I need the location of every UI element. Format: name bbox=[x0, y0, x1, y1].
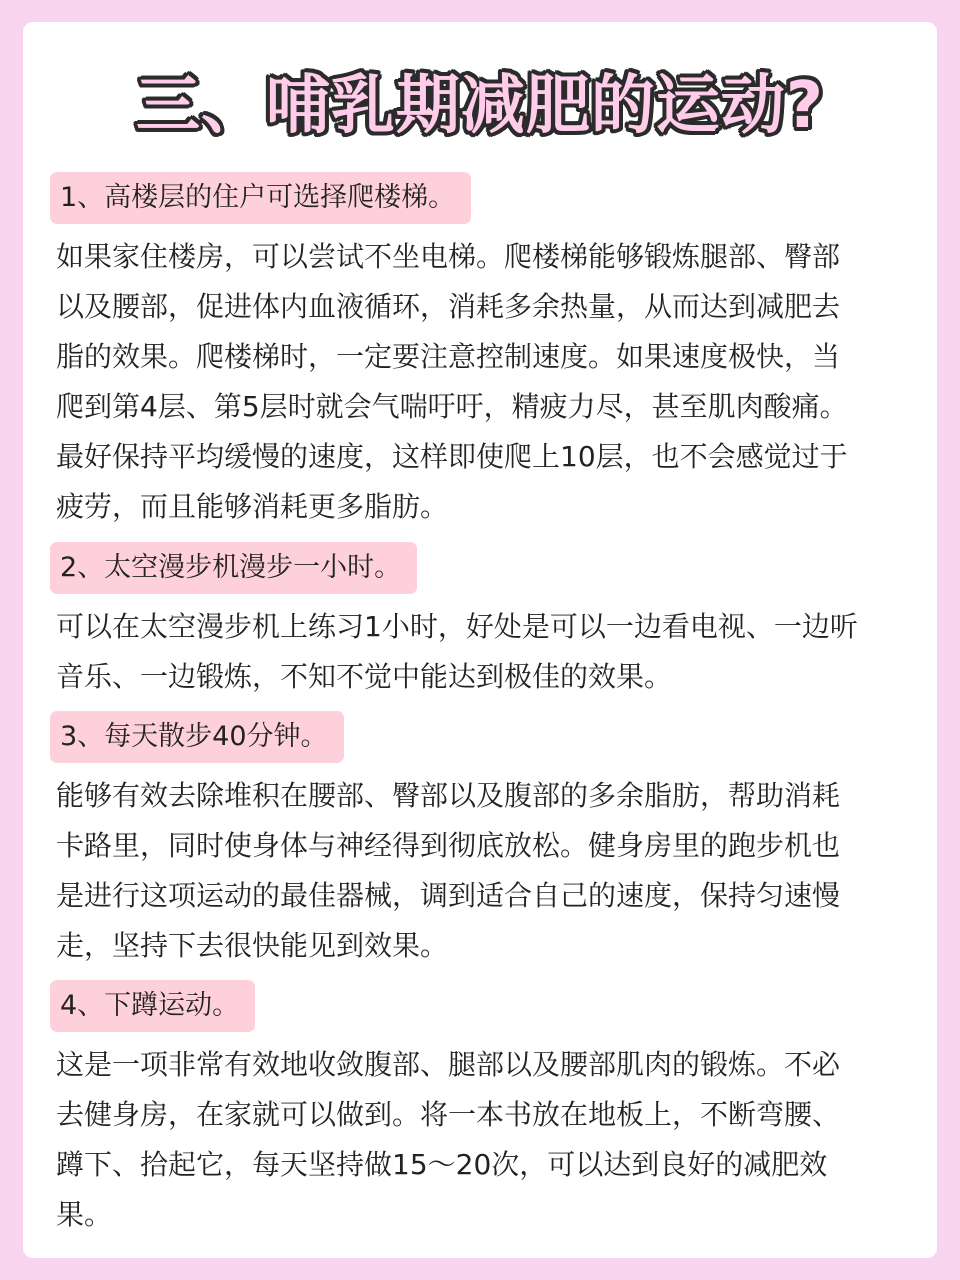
section-1-line: 以及腰部，促进体内血液循环，消耗多余热量，从而达到减肥去 bbox=[56, 290, 841, 323]
section-4-heading: 4、下蹲运动。 bbox=[50, 980, 255, 1032]
section-4-line: 这是一项非常有效地收敛腹部、腿部以及腰部肌肉的锻炼。不必 bbox=[56, 1048, 841, 1081]
section-3-heading: 3、每天散步40分钟。 bbox=[50, 711, 344, 763]
section-3-line: 是进行这项运动的最佳器械，调到适合自己的速度，保持匀速慢 bbox=[56, 879, 841, 912]
content-card bbox=[23, 22, 937, 1258]
section-1-line: 如果家住楼房，可以尝试不坐电梯。爬楼梯能够锻炼腿部、臀部 bbox=[56, 240, 841, 273]
section-3-line: 能够有效去除堆积在腰部、臀部以及腹部的多余脂肪，帮助消耗 bbox=[56, 779, 841, 812]
section-3-line: 走，坚持下去很快能见到效果。 bbox=[56, 929, 449, 962]
section-2-heading: 2、太空漫步机漫步一小时。 bbox=[50, 542, 417, 594]
section-3-body bbox=[56, 771, 840, 971]
section-1-line: 脂的效果。爬楼梯时，一定要注意控制速度。如果速度极快，当 bbox=[56, 340, 841, 373]
section-2-line: 音乐、一边锻炼，不知不觉中能达到极佳的效果。 bbox=[56, 660, 673, 693]
section-3-line: 卡路里，同时使身体与神经得到彻底放松。健身房里的跑步机也 bbox=[56, 829, 841, 862]
section-4-body bbox=[56, 1040, 840, 1240]
section-1-line: 爬到第4层、第5层时就会气喘吁吁，精疲力尽，甚至肌肉酸痛。 bbox=[56, 390, 848, 423]
section-1-body bbox=[56, 232, 848, 532]
section-2-body bbox=[56, 602, 858, 702]
section-4-line: 果。 bbox=[56, 1198, 113, 1231]
section-4-line: 蹲下、拾起它，每天坚持做15～20次，可以达到良好的减肥效 bbox=[56, 1148, 828, 1181]
section-4-line: 去健身房，在家就可以做到。将一本书放在地板上，不断弯腰、 bbox=[56, 1098, 841, 1131]
section-2-line: 可以在太空漫步机上练习1小时，好处是可以一边看电视、一边听 bbox=[56, 610, 858, 643]
section-1-line: 最好保持平均缓慢的速度，这样即使爬上10层，也不会感觉过于 bbox=[56, 440, 848, 473]
section-1-line: 疲劳，而且能够消耗更多脂肪。 bbox=[56, 490, 449, 523]
page-title: 三、哺乳期减肥的运动? bbox=[135, 69, 825, 143]
section-1-heading: 1、高楼层的住户可选择爬楼梯。 bbox=[50, 172, 471, 224]
